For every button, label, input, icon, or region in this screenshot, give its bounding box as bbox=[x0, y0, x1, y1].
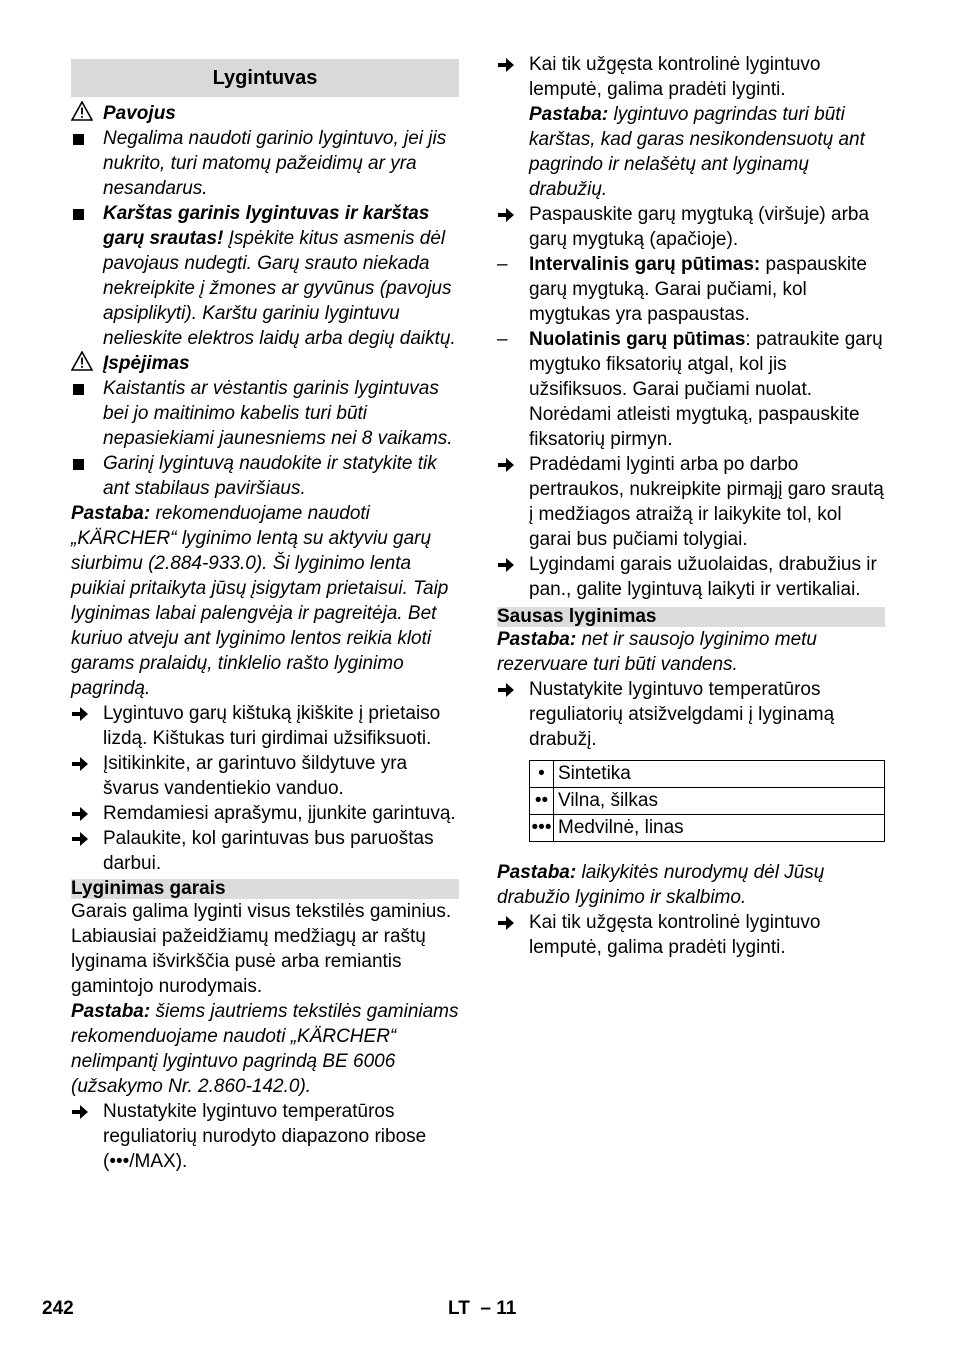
instruction-step: Pradėdami lyginti arba po darbo pertraukos, nukreipkite pirmąjį garo srautą į medžiagos atraižą ir laikykite tol, kol garai bus pučiami tolygiai. bbox=[497, 452, 885, 552]
arrow-right-icon bbox=[497, 677, 525, 706]
note-paragraph: Pastaba: lygintuvo pagrindas turi būti karštas, kad garas nesikondensuotų ant pagrindo ir nelašėtų ant lyginamų drabužių. bbox=[529, 104, 865, 200]
arrow-right-icon bbox=[71, 1099, 99, 1128]
arrow-right-icon bbox=[497, 552, 525, 581]
dots-cell: •• bbox=[530, 788, 554, 815]
instruction-step: Paspauskite garų mygtuką (viršuje) arba garų mygtuką (apačioje). bbox=[497, 202, 885, 252]
warning-triangle-icon bbox=[71, 351, 103, 376]
note-paragraph: Pastaba: net ir sausojo lyginimo metu rezervuare turi būti vandens. bbox=[497, 629, 817, 675]
table-row bbox=[530, 788, 885, 815]
subsection-title: Sausas lyginimas bbox=[497, 607, 885, 627]
danger-label: Pavojus bbox=[103, 103, 176, 124]
note-paragraph: Pastaba: rekomenduojame naudoti „KÄRCHER“ lyginimo lentą su aktyviu garų siurbimu (2.884-933.0). Ši lyginimo lenta puikiai pritaikyta jūsų įsigytam prietaisui. Taip lyginimas labai palengvėja ir pagreitėja. Bet kuriuo atveju ant lyginimo lentos reikia kloti garams pralaidų, tinklelio rašto lyginimo pagrindą. bbox=[71, 503, 449, 699]
arrow-right-icon bbox=[497, 52, 525, 81]
arrow-right-icon bbox=[497, 202, 525, 231]
dash-bullet: – bbox=[497, 329, 508, 350]
warning-item: Kaistantis ar vėstantis garinis lygintuvas bei jo maitinimo kabelis turi būti nepasiekiami jaunesniems nei 8 vaikams. bbox=[71, 376, 459, 451]
warning-item: Garinį lygintuvą naudokite ir statykite tik ant stabilaus paviršiaus. bbox=[71, 451, 459, 501]
page-section: LT – 11 bbox=[448, 1298, 517, 1319]
instruction-step: Kai tik užgęsta kontrolinė lygintuvo lemputė, galima pradėti lyginti. bbox=[497, 52, 885, 102]
note-paragraph: Pastaba: šiems jautriems tekstilės gaminiams rekomenduojame naudoti „KÄRCHER“ nelimpantį lygintuvo pagrindą BE 6006 (užsakymo Nr. 2.860-142.0). bbox=[71, 1001, 459, 1097]
square-bullet-icon bbox=[71, 376, 99, 402]
warning-heading bbox=[71, 351, 459, 376]
temperature-table bbox=[529, 760, 885, 842]
right-column bbox=[497, 52, 885, 960]
instruction-step: Palaukite, kol garintuvas bus paruoštas darbui. bbox=[71, 826, 459, 876]
arrow-right-icon bbox=[71, 701, 99, 730]
instruction-step: Kai tik užgęsta kontrolinė lygintuvo lemputė, galima pradėti lyginti. bbox=[497, 910, 885, 960]
instruction-step: Remdamiesi aprašymu, įjunkite garintuvą. bbox=[71, 801, 459, 826]
fabric-cell: Medvilnė, linas bbox=[554, 815, 885, 842]
warning-label: Įspėjimas bbox=[103, 353, 190, 374]
dash-item: – Nuolatinis garų pūtimas: patraukite garų mygtuko fiksatorių atgal, kol jis užsifiksuos. Garai pučiami nuolat. Norėdami atleisti mygtuką, paspauskite fiksatorių pirmyn. bbox=[497, 329, 883, 450]
instruction-step: Nustatykite lygintuvo temperatūros reguliatorių atsižvelgdami į lyginamą drabužį. bbox=[497, 677, 885, 752]
square-bullet-icon bbox=[71, 451, 99, 477]
fabric-cell: Sintetika bbox=[554, 761, 885, 788]
danger-item: Karštas garinis lygintuvas ir karštas garų srautas! Įspėkite kitus asmenis dėl pavojaus nudegti. Garų srauto niekada nekreipkite į žmones ar gyvūnus (pavojus apsiplikyti). Karštu gariniu lygintuvu nelieskite elektros laidų arba degių daiktų. bbox=[71, 201, 459, 351]
instruction-step: Įsitikinkite, ar garintuvo šildytuve yra švarus vandentiekio vanduo. bbox=[71, 751, 459, 801]
table-row bbox=[530, 815, 885, 842]
dash-bullet: – bbox=[497, 254, 508, 275]
danger-heading bbox=[71, 101, 459, 126]
table-row bbox=[530, 761, 885, 788]
note-paragraph: Pastaba: laikykitės nurodymų dėl Jūsų drabužio lyginimo ir skalbimo. bbox=[497, 862, 825, 908]
left-column bbox=[71, 52, 459, 1174]
fabric-cell: Vilna, šilkas bbox=[554, 788, 885, 815]
instruction-step: Lygintuvo garų kištuką įkiškite į prietaiso lizdą. Kištukas turi girdimai užsifiksuoti. bbox=[71, 701, 459, 751]
danger-item: Negalima naudoti garinio lygintuvo, jei jis nukrito, turi matomų pažeidimų ar yra nesandarus. bbox=[71, 126, 459, 201]
arrow-right-icon bbox=[497, 452, 525, 481]
square-bullet-icon bbox=[71, 201, 99, 227]
subsection-title: Lyginimas garais bbox=[71, 879, 459, 899]
page-number: 242 bbox=[42, 1298, 74, 1319]
dots-cell: • bbox=[530, 761, 554, 788]
dash-item: – Intervalinis garų pūtimas: paspauskite garų mygtuką. Garai pučiami, kol mygtukas yra paspaustas. bbox=[497, 254, 867, 325]
arrow-right-icon bbox=[71, 751, 99, 780]
arrow-right-icon bbox=[497, 910, 525, 939]
instruction-step: Lygindami garais užuolaidas, drabužius ir pan., galite lygintuvą laikyti ir vertikaliai. bbox=[497, 552, 885, 602]
dots-cell: ••• bbox=[530, 815, 554, 842]
section-title: Lygintuvas bbox=[71, 59, 459, 97]
square-bullet-icon bbox=[71, 126, 99, 152]
warning-triangle-icon bbox=[71, 101, 103, 126]
intro-paragraph: Garais galima lyginti visus tekstilės gaminius. Labiausiai pažeidžiamų medžiagų ar raštų lyginama išvirkščia pusė arba remiantis gamintojo nurodymais. bbox=[71, 901, 452, 997]
instruction-step: Nustatykite lygintuvo temperatūros reguliatorių nurodyto diapazono ribose (•••/MAX). bbox=[71, 1099, 459, 1174]
arrow-right-icon bbox=[71, 826, 99, 855]
